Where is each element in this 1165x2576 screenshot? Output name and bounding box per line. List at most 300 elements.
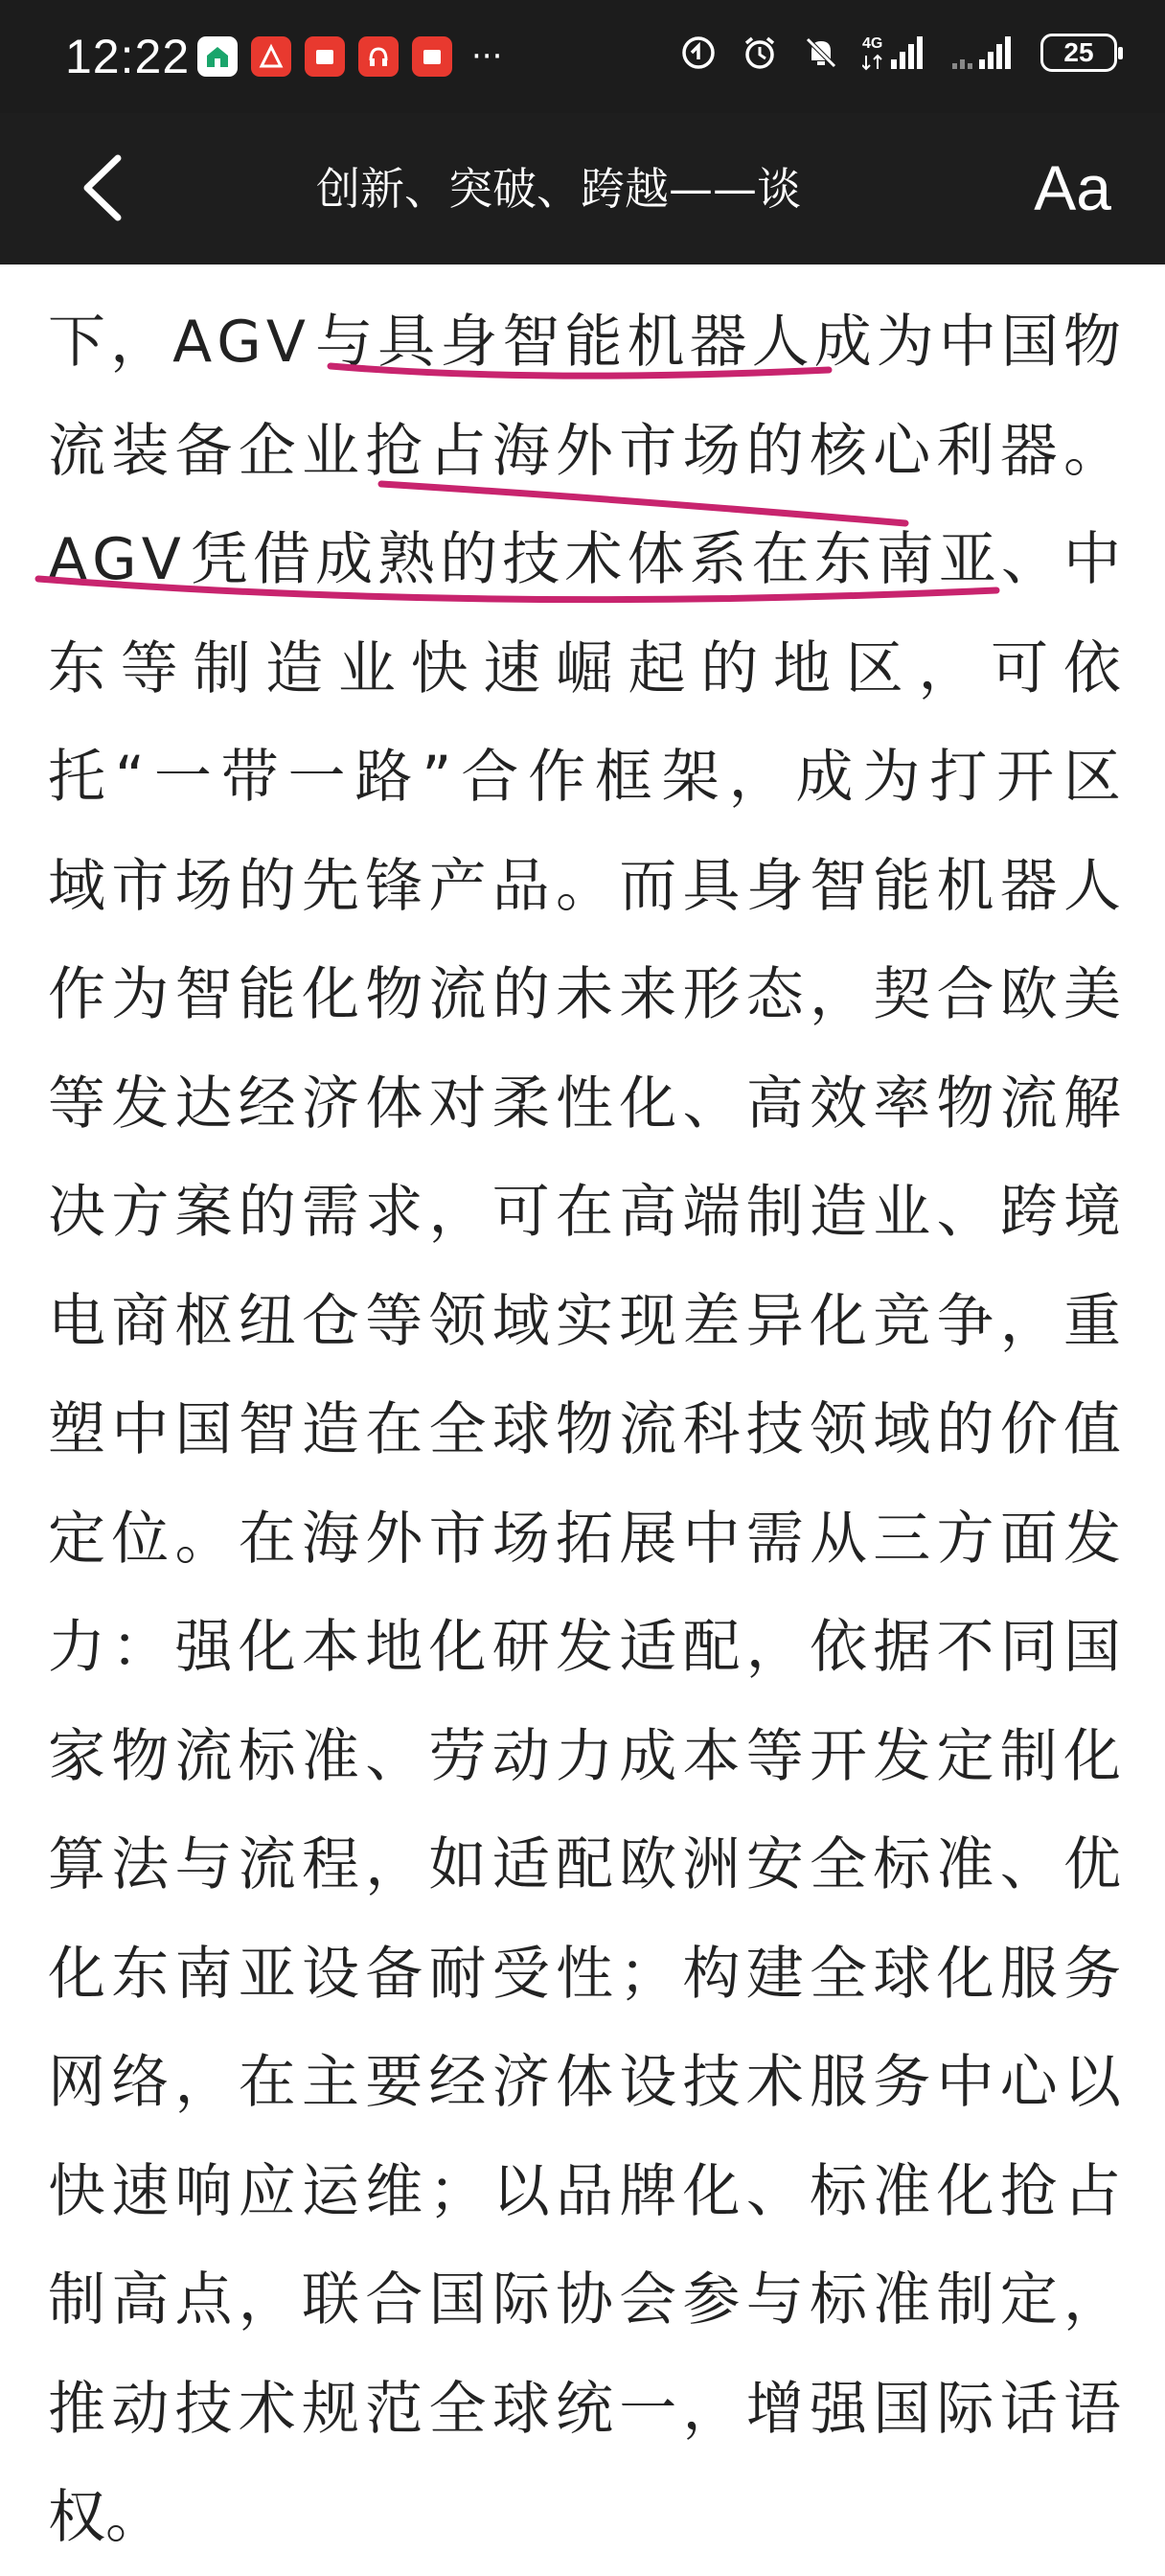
article-char: 实 bbox=[556, 1287, 613, 1355]
article-char: 具 bbox=[682, 852, 741, 920]
article-char: 增 bbox=[745, 2375, 804, 2443]
article-char: 物 bbox=[1063, 309, 1121, 376]
article-char: 东 bbox=[111, 1940, 170, 2008]
article-char: 造 bbox=[265, 634, 324, 702]
article-line bbox=[48, 2039, 1121, 2126]
article-char: 成 bbox=[813, 309, 872, 376]
article-char: 器 bbox=[999, 417, 1058, 485]
article-char: 体 bbox=[556, 2049, 613, 2116]
article-line: 权。 bbox=[48, 2484, 163, 2551]
article-char: 全 bbox=[810, 1940, 867, 2008]
article-char: 定 bbox=[999, 2266, 1058, 2334]
article-char: 成 bbox=[795, 744, 854, 811]
article-char: 研 bbox=[491, 1614, 550, 1681]
article-char: 技 bbox=[174, 2375, 233, 2443]
svg-text:4G: 4G bbox=[862, 35, 883, 52]
article-char: 标 bbox=[873, 1831, 931, 1898]
article-char: 制 bbox=[48, 2266, 105, 2334]
article-char: 柔 bbox=[491, 1070, 550, 1138]
article-line bbox=[48, 1604, 1121, 1690]
article-char: 机 bbox=[936, 852, 994, 920]
data-saver-icon bbox=[678, 33, 719, 73]
article-char: 可 bbox=[991, 634, 1049, 702]
article-line bbox=[48, 299, 1121, 385]
article-char: 体 bbox=[627, 526, 685, 593]
article-char: 可 bbox=[491, 1179, 550, 1246]
article-line bbox=[48, 1496, 1121, 1582]
article-char: 智 bbox=[502, 309, 560, 376]
article-char: 际 bbox=[491, 2266, 550, 2334]
article-char: 络 bbox=[111, 2049, 170, 2116]
article-char: 不 bbox=[936, 1614, 994, 1681]
article-char: 欧 bbox=[619, 1831, 677, 1898]
article-char: 心 bbox=[999, 2049, 1058, 2116]
article-char: 推 bbox=[48, 2375, 105, 2443]
article-title: 创新、突破、跨越——谈 bbox=[316, 163, 801, 215]
signal-icon bbox=[950, 33, 1019, 73]
article-char: 南 bbox=[876, 526, 934, 593]
article-char: 核 bbox=[810, 417, 867, 485]
article-char: 制 bbox=[999, 1722, 1058, 1790]
article-char: 海 bbox=[491, 417, 550, 485]
article-line bbox=[48, 408, 1121, 494]
article-char: 地 bbox=[773, 634, 832, 702]
article-char: 物 bbox=[365, 961, 423, 1028]
article-char: 准 bbox=[302, 1722, 359, 1790]
article-char: 造 bbox=[302, 1396, 359, 1463]
article-char: 为 bbox=[876, 309, 934, 376]
article-char: 借 bbox=[252, 526, 310, 593]
article-char: 会 bbox=[619, 2266, 677, 2334]
article-line bbox=[48, 1822, 1121, 1908]
article-char: 在 bbox=[238, 1505, 296, 1573]
article-char: 、 bbox=[745, 2157, 804, 2225]
article-char: 能 bbox=[238, 961, 296, 1028]
article-char: 方 bbox=[936, 1505, 994, 1573]
article-char: 形 bbox=[682, 961, 741, 1028]
article-char: 市 bbox=[619, 417, 677, 485]
article-char: 崛 bbox=[555, 634, 613, 702]
article-char: 占 bbox=[1063, 2157, 1121, 2225]
article-char: 发 bbox=[873, 1722, 931, 1790]
article-char: 面 bbox=[999, 1505, 1058, 1573]
article-char: 等 bbox=[365, 1287, 423, 1355]
article-char: 科 bbox=[682, 1396, 741, 1463]
article-char: 同 bbox=[999, 1614, 1058, 1681]
article-char: 等 bbox=[120, 634, 178, 702]
article-char: 产 bbox=[428, 852, 487, 920]
article-line bbox=[48, 2257, 1121, 2343]
article-char: 现 bbox=[619, 1287, 677, 1355]
article-char: 技 bbox=[745, 1396, 804, 1463]
article-char: 区 bbox=[1062, 744, 1121, 811]
article-line bbox=[48, 734, 1121, 820]
article-char: 流 bbox=[238, 1831, 296, 1898]
article-char: 方 bbox=[111, 1179, 170, 1246]
article-char: 造 bbox=[810, 1179, 867, 1246]
article-char: 统 bbox=[556, 2375, 613, 2443]
article-char: 能 bbox=[564, 309, 623, 376]
article-char: 商 bbox=[111, 1287, 170, 1355]
article-line bbox=[48, 2149, 1121, 2235]
article-char: 洲 bbox=[682, 1831, 741, 1898]
article-char: 准 bbox=[936, 1831, 994, 1898]
article-char: 定 bbox=[48, 1505, 105, 1573]
signal-4g-icon bbox=[862, 33, 929, 73]
article-char: 快 bbox=[48, 2157, 105, 2225]
red-book-icon-2 bbox=[412, 36, 452, 77]
article-char: 化 bbox=[238, 1614, 296, 1681]
article-char: 效 bbox=[810, 1070, 867, 1138]
article-char: 外 bbox=[556, 417, 613, 485]
article-char: 需 bbox=[302, 1179, 359, 1246]
article-char: 与 bbox=[315, 309, 374, 376]
article-char: 服 bbox=[810, 2049, 867, 2116]
article-char: G bbox=[217, 309, 262, 376]
article-char: 跨 bbox=[999, 1179, 1058, 1246]
article-char: 人 bbox=[751, 309, 810, 376]
home-app-icon bbox=[197, 36, 238, 77]
article-char: 起 bbox=[628, 634, 686, 702]
article-char: 应 bbox=[238, 2157, 296, 2225]
article-char: V bbox=[141, 526, 181, 593]
article-char: 。 bbox=[556, 852, 613, 920]
article-char: 场 bbox=[682, 417, 741, 485]
article-char: 业 bbox=[302, 417, 359, 485]
article-char: 一 bbox=[153, 744, 212, 811]
article-char: 流 bbox=[48, 417, 105, 485]
reader-top-bar bbox=[0, 113, 1165, 264]
article-char: 场 bbox=[491, 1505, 550, 1573]
article-char: 率 bbox=[873, 1070, 931, 1138]
article-char: A bbox=[48, 526, 88, 593]
article-char: 地 bbox=[365, 1614, 423, 1681]
article-char: 球 bbox=[873, 1940, 931, 2008]
article-char: 化 bbox=[428, 1614, 487, 1681]
article-char: 术 bbox=[745, 2049, 804, 2116]
battery-level: 25 bbox=[1063, 37, 1094, 67]
article-char: 亚 bbox=[938, 526, 996, 593]
article-char: 全 bbox=[810, 1831, 867, 1898]
article-char: 国 bbox=[1000, 309, 1059, 376]
article-char: 维 bbox=[365, 2157, 423, 2225]
red-app-icon bbox=[251, 36, 291, 77]
article-char: ， bbox=[999, 1287, 1058, 1355]
article-char: 智 bbox=[174, 961, 233, 1028]
article-char: 品 bbox=[556, 2157, 613, 2225]
article-char: 契 bbox=[873, 961, 931, 1028]
article-char: 枢 bbox=[174, 1287, 233, 1355]
article-char: 占 bbox=[428, 417, 487, 485]
article-char: A bbox=[172, 309, 213, 376]
article-char: 机 bbox=[627, 309, 685, 376]
article-char: 制 bbox=[745, 1179, 804, 1246]
article-char: 安 bbox=[745, 1831, 804, 1898]
article-char: 话 bbox=[999, 2375, 1058, 2443]
article-char: ， bbox=[428, 1179, 487, 1246]
article-line bbox=[48, 1061, 1121, 1147]
article-char: 等 bbox=[48, 1070, 105, 1138]
article-char: 协 bbox=[556, 2266, 613, 2334]
article-char: 中 bbox=[936, 2049, 994, 2116]
article-char: 高 bbox=[111, 2266, 170, 2334]
article-char: 市 bbox=[428, 1505, 487, 1573]
article-char: 算 bbox=[48, 1831, 105, 1898]
article-char: 对 bbox=[428, 1070, 487, 1138]
article-char: 框 bbox=[594, 744, 652, 811]
article-char: 电 bbox=[48, 1287, 105, 1355]
font-size-button[interactable]: Aa bbox=[1034, 152, 1111, 223]
article-char: 南 bbox=[174, 1940, 233, 2008]
article-char: 技 bbox=[682, 2049, 741, 2116]
article-char: 位 bbox=[111, 1505, 170, 1573]
article-char: 要 bbox=[365, 2049, 423, 2116]
article-char: 。 bbox=[1063, 417, 1121, 485]
article-char: ， bbox=[682, 2375, 741, 2443]
article-char: 以 bbox=[491, 2157, 550, 2225]
article-char: 作 bbox=[528, 744, 586, 811]
article-char: 合 bbox=[365, 2266, 423, 2334]
article-line bbox=[48, 1387, 1121, 1473]
article-char: 身 bbox=[745, 852, 804, 920]
article-char: 打 bbox=[929, 744, 988, 811]
article-char: 需 bbox=[745, 1505, 804, 1573]
article-char: 化 bbox=[619, 1070, 677, 1138]
article-char: 企 bbox=[238, 417, 296, 485]
article-char: ” bbox=[422, 744, 452, 811]
article-char: 经 bbox=[428, 2049, 487, 2116]
article-char: 利 bbox=[936, 417, 994, 485]
article-char: 欧 bbox=[999, 961, 1058, 1028]
article-char: 。 bbox=[174, 1505, 233, 1573]
article-char: 快 bbox=[410, 634, 468, 702]
article-char: 美 bbox=[1063, 961, 1121, 1028]
article-char: 从 bbox=[810, 1505, 867, 1573]
article-char: 运 bbox=[302, 2157, 359, 2225]
article-char: 器 bbox=[689, 309, 747, 376]
article-char: 仓 bbox=[302, 1287, 359, 1355]
article-char: 、 bbox=[936, 1179, 994, 1246]
article-char: 端 bbox=[682, 1179, 741, 1246]
article-char: 系 bbox=[689, 526, 747, 593]
article-char: 响 bbox=[174, 2157, 233, 2225]
article-char: 标 bbox=[810, 2157, 867, 2225]
article-char: 域 bbox=[873, 1396, 931, 1463]
article-char: 作 bbox=[48, 961, 105, 1028]
article-char: 业 bbox=[337, 634, 396, 702]
article-char: 标 bbox=[810, 2266, 867, 2334]
article-char: 带 bbox=[220, 744, 279, 811]
article-char: ； bbox=[619, 1940, 677, 2008]
article-char: 主 bbox=[302, 2049, 359, 2116]
article-char: 值 bbox=[1063, 1396, 1121, 1463]
article-char: 中 bbox=[1063, 526, 1121, 593]
article-char: 求 bbox=[365, 1179, 423, 1246]
article-char: 备 bbox=[365, 1940, 423, 2008]
article-char: ， bbox=[365, 1831, 423, 1898]
article-char: 成 bbox=[315, 526, 374, 593]
article-char: 全 bbox=[428, 1396, 487, 1463]
article-char: 力 bbox=[556, 1722, 613, 1790]
alarm-icon bbox=[740, 33, 780, 73]
article-char: V bbox=[265, 309, 306, 376]
article-char: 设 bbox=[619, 2049, 677, 2116]
article-line bbox=[48, 952, 1121, 1038]
article-line bbox=[48, 843, 1121, 930]
article-char: 业 bbox=[873, 1179, 931, 1246]
article-char: 全 bbox=[428, 2375, 487, 2443]
article-char: 差 bbox=[682, 1287, 741, 1355]
article-char: 在 bbox=[365, 1396, 423, 1463]
article-char: 争 bbox=[936, 1287, 994, 1355]
article-line bbox=[48, 626, 1121, 712]
article-char: 来 bbox=[619, 961, 677, 1028]
article-char: 达 bbox=[174, 1070, 233, 1138]
listen-app-icon bbox=[358, 36, 399, 77]
article-char: 点 bbox=[174, 2266, 233, 2334]
article-char: 决 bbox=[48, 1179, 105, 1246]
article-char: 区 bbox=[845, 634, 903, 702]
article-line bbox=[48, 1714, 1121, 1800]
article-char: 抢 bbox=[365, 417, 423, 485]
article-char: 在 bbox=[556, 1179, 613, 1246]
article-char: 国 bbox=[428, 2266, 487, 2334]
article-char: 拓 bbox=[556, 1505, 613, 1573]
back-button[interactable] bbox=[65, 150, 142, 226]
article-char: 务 bbox=[1063, 1940, 1121, 2008]
article-char: 高 bbox=[745, 1070, 804, 1138]
article-char: 济 bbox=[491, 2049, 550, 2116]
article-char: 参 bbox=[682, 2266, 741, 2334]
article-char: “ bbox=[114, 744, 145, 811]
article-char: 如 bbox=[428, 1831, 487, 1898]
article-char: 领 bbox=[810, 1396, 867, 1463]
article-char: 化 bbox=[682, 2157, 741, 2225]
article-char: 适 bbox=[491, 1831, 550, 1898]
article-char: 智 bbox=[810, 852, 867, 920]
article-char: 经 bbox=[238, 1070, 296, 1138]
article-char: 东 bbox=[48, 634, 105, 702]
article-char: 速 bbox=[111, 2157, 170, 2225]
article-char: 案 bbox=[174, 1179, 233, 1246]
article-char: 化 bbox=[810, 1287, 867, 1355]
article-char: 等 bbox=[745, 1722, 804, 1790]
status-time: 12:22 bbox=[65, 30, 191, 83]
article-char: 优 bbox=[1063, 1831, 1121, 1898]
article-char: 准 bbox=[873, 2266, 931, 2334]
article-char: 际 bbox=[936, 2375, 994, 2443]
article-char: 设 bbox=[302, 1940, 359, 2008]
article-char: 服 bbox=[999, 1940, 1058, 2008]
article-char: 劳 bbox=[428, 1722, 487, 1790]
article-char: 器 bbox=[999, 852, 1058, 920]
article-char: 化 bbox=[936, 1940, 994, 2008]
article-char: 牌 bbox=[619, 2157, 677, 2225]
article-line bbox=[48, 1931, 1121, 2017]
article-char: 的 bbox=[745, 417, 804, 485]
article-char: G bbox=[92, 526, 137, 593]
article-char: 、 bbox=[682, 1070, 741, 1138]
article-char: 的 bbox=[238, 852, 296, 920]
article-char: ， bbox=[745, 1614, 804, 1681]
article-char: 能 bbox=[873, 852, 931, 920]
article-char: 制 bbox=[193, 634, 251, 702]
article-char: 一 bbox=[287, 744, 346, 811]
red-book-icon bbox=[305, 36, 345, 77]
article-char: 受 bbox=[491, 1940, 550, 2008]
system-status-icons bbox=[678, 33, 1117, 73]
battery-icon bbox=[1040, 34, 1117, 72]
article-char: 、 bbox=[999, 1831, 1058, 1898]
article-line bbox=[48, 517, 1121, 603]
chevron-left-icon bbox=[80, 154, 127, 221]
more-notifications-icon: ··· bbox=[471, 37, 503, 76]
article-char: 智 bbox=[238, 1396, 296, 1463]
article-char: 外 bbox=[365, 1505, 423, 1573]
article-char: 范 bbox=[365, 2375, 423, 2443]
article-char: 为 bbox=[111, 961, 170, 1028]
article-char: 的 bbox=[238, 1179, 296, 1246]
article-char: 锋 bbox=[365, 852, 423, 920]
article-char: 凭 bbox=[190, 526, 248, 593]
article-char: 身 bbox=[440, 309, 498, 376]
article-char: 耐 bbox=[428, 1940, 487, 2008]
article-line bbox=[48, 1169, 1121, 1255]
article-char: 语 bbox=[1063, 2375, 1121, 2443]
article-char: 依 bbox=[1062, 634, 1121, 702]
article-char: 塑 bbox=[48, 1396, 105, 1463]
article-char: 成 bbox=[619, 1722, 677, 1790]
article-char: 合 bbox=[461, 744, 519, 811]
article-char: 与 bbox=[174, 1831, 233, 1898]
status-bar bbox=[0, 0, 1165, 113]
article-char: 领 bbox=[428, 1287, 487, 1355]
article-char: 化 bbox=[302, 961, 359, 1028]
article-char: 中 bbox=[111, 1396, 170, 1463]
article-char: 球 bbox=[491, 2375, 550, 2443]
article-char: ： bbox=[111, 1614, 170, 1681]
article-char: 化 bbox=[48, 1940, 105, 2008]
article-char: ， bbox=[1063, 2266, 1121, 2334]
article-char: 性 bbox=[556, 1940, 613, 2008]
article-char: 网 bbox=[48, 2049, 105, 2116]
article-char: 配 bbox=[682, 1614, 741, 1681]
article-char: 具 bbox=[377, 309, 436, 376]
article-char: 装 bbox=[111, 417, 170, 485]
article-char: 物 bbox=[111, 1722, 170, 1790]
article-char: 务 bbox=[873, 2049, 931, 2116]
article-char: 以 bbox=[1063, 2049, 1121, 2116]
article-char: 的 bbox=[440, 526, 498, 593]
article-char: 下 bbox=[48, 309, 105, 376]
article-char: 托 bbox=[48, 744, 105, 811]
article-char: 竞 bbox=[873, 1287, 931, 1355]
article-char: 术 bbox=[238, 2375, 296, 2443]
article-char: 技 bbox=[502, 526, 560, 593]
article-char: 家 bbox=[48, 1722, 105, 1790]
article-char: 物 bbox=[936, 1070, 994, 1138]
article-char: 体 bbox=[365, 1070, 423, 1138]
article-char: 为 bbox=[862, 744, 921, 811]
article-char: ， bbox=[918, 634, 976, 702]
notification-icons bbox=[197, 36, 502, 77]
article-char: 济 bbox=[302, 1070, 359, 1138]
article-line bbox=[48, 2366, 1121, 2452]
article-char: ， bbox=[810, 961, 867, 1028]
article-char: 的 bbox=[700, 634, 759, 702]
article-char: 域 bbox=[491, 1287, 550, 1355]
article-char: 的 bbox=[491, 961, 550, 1028]
